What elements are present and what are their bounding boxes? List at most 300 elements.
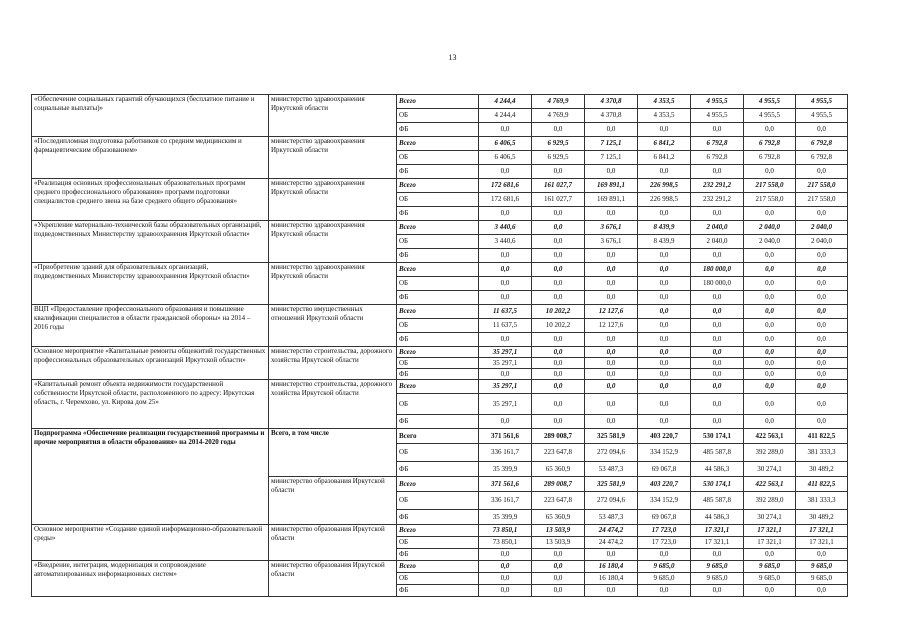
value-cell: 7 125,1 [585,151,638,165]
value-cell: 0,0 [532,369,585,380]
table-row [32,525,848,537]
value-cell: 0,0 [691,319,744,333]
value-cell: 35 399,9 [479,462,532,477]
value-cell: 0,0 [638,347,691,358]
value-cell: 0,0 [479,263,532,277]
value-cell: 530 174,1 [691,477,744,492]
value-cell: 0,0 [638,319,691,333]
value-cell: 422 563,1 [744,477,796,492]
value-cell: 9 685,0 [691,561,744,573]
value-cell: 73 850,1 [479,525,532,537]
value-cell: 169 891,1 [585,179,638,193]
value-cell: 0,0 [796,549,848,561]
value-cell: 0,0 [585,415,638,429]
value-cell: 0,0 [479,249,532,263]
value-cell: 0,0 [479,333,532,347]
value-cell: 411 822,5 [796,429,848,444]
value-cell: 0,0 [744,585,796,597]
value-cell: 0,0 [691,207,744,221]
value-cell: 217 558,0 [744,179,796,193]
row-type-cell: Всего [397,95,479,109]
value-cell: 17 321,1 [796,525,848,537]
value-cell: 6 792,8 [691,137,744,151]
row-type-cell: ФБ [397,333,479,347]
value-cell: 0,0 [532,207,585,221]
value-cell: 403 220,7 [638,429,691,444]
value-cell: 0,0 [638,165,691,179]
value-cell: 172 681,6 [479,193,532,207]
value-cell: 0,0 [691,585,744,597]
value-cell: 35 399,9 [479,510,532,525]
row-type-cell: Всего [397,179,479,193]
value-cell: 0,0 [585,369,638,380]
value-cell: 6 929,5 [532,137,585,151]
value-cell: 0,0 [532,415,585,429]
value-cell: 4 955,5 [744,109,796,123]
value-cell: 0,0 [638,380,691,394]
value-cell: 3 440,6 [479,235,532,249]
value-cell: 0,0 [479,585,532,597]
value-cell: 0,0 [479,561,532,573]
value-cell: 0,0 [532,123,585,137]
value-cell: 0,0 [796,249,848,263]
value-cell: 0,0 [479,573,532,585]
value-cell: 3 440,6 [479,221,532,235]
value-cell: 0,0 [532,561,585,573]
value-cell: 0,0 [796,369,848,380]
value-cell: 7 125,1 [585,137,638,151]
value-cell: 0,0 [532,394,585,415]
value-cell: 0,0 [638,585,691,597]
row-type-cell: ОБ [397,573,479,585]
value-cell: 0,0 [691,415,744,429]
value-cell: 12 127,6 [585,305,638,319]
value-cell: 44 586,3 [691,510,744,525]
value-cell: 485 587,8 [691,492,744,510]
value-cell: 232 291,2 [691,179,744,193]
value-cell: 232 291,2 [691,193,744,207]
value-cell: 24 474,2 [585,525,638,537]
value-cell: 17 321,1 [744,537,796,549]
value-cell: 371 561,6 [479,477,532,492]
value-cell: 0,0 [796,263,848,277]
value-cell: 485 587,8 [691,444,744,462]
value-cell: 9 685,0 [691,573,744,585]
measure-name-cell: «Обеспечение социальных гарантий обучающихся (бесплатное питание и социальные выплаты)» [32,95,269,137]
value-cell: 9 685,0 [744,573,796,585]
row-type-cell: Всего [397,525,479,537]
value-cell: 9 685,0 [638,561,691,573]
value-cell: 180 000,0 [691,277,744,291]
value-cell: 9 685,0 [796,561,848,573]
value-cell: 217 558,0 [796,179,848,193]
value-cell: 8 439,9 [638,221,691,235]
value-cell: 53 487,3 [585,462,638,477]
value-cell: 0,0 [691,333,744,347]
value-cell: 226 998,5 [638,179,691,193]
value-cell: 0,0 [585,207,638,221]
value-cell: 4 244,4 [479,95,532,109]
value-cell: 325 581,9 [585,429,638,444]
value-cell: 4 769,9 [532,95,585,109]
value-cell: 0,0 [638,358,691,369]
value-cell: 0,0 [638,263,691,277]
value-cell: 9 685,0 [796,573,848,585]
value-cell: 0,0 [691,123,744,137]
table-row [32,95,848,109]
value-cell: 0,0 [638,549,691,561]
table-row [32,221,848,235]
value-cell: 0,0 [691,380,744,394]
measure-name-cell: «Реализация основных профессиональных образовательных программ среднего профессионального образования» программ подготовки специалистов среднего звена на базе среднего общего образования» [32,179,269,221]
value-cell: 35 297,1 [479,394,532,415]
value-cell: 6 792,8 [796,137,848,151]
value-cell: 0,0 [532,549,585,561]
value-cell: 2 040,0 [744,235,796,249]
value-cell: 371 561,6 [479,429,532,444]
executor-cell: министерство строительства, дорожного хозяйства Иркутской области [269,347,397,380]
row-type-cell: ОБ [397,109,479,123]
value-cell: 0,0 [532,165,585,179]
row-type-cell: ФБ [397,369,479,380]
value-cell: 11 637,5 [479,319,532,333]
executor-cell: министерство здравоохранения Иркутской области [269,179,397,221]
value-cell: 17 723,0 [638,525,691,537]
value-cell: 0,0 [532,249,585,263]
row-type-cell: ОБ [397,151,479,165]
value-cell: 30 489,2 [796,462,848,477]
value-cell: 3 676,1 [585,221,638,235]
value-cell: 0,0 [796,165,848,179]
value-cell: 0,0 [796,358,848,369]
value-cell: 223 647,8 [532,444,585,462]
value-cell: 17 321,1 [796,537,848,549]
value-cell: 0,0 [796,207,848,221]
value-cell: 44 586,3 [691,462,744,477]
value-cell: 0,0 [638,415,691,429]
row-type-cell: Всего [397,137,479,151]
value-cell: 30 274,1 [744,510,796,525]
value-cell: 0,0 [744,123,796,137]
value-cell: 4 370,8 [585,95,638,109]
value-cell: 17 321,1 [691,525,744,537]
value-cell: 6 841,2 [638,151,691,165]
value-cell: 334 152,9 [638,444,691,462]
value-cell: 226 998,5 [638,193,691,207]
value-cell: 0,0 [532,585,585,597]
row-type-cell: ФБ [397,549,479,561]
value-cell: 0,0 [691,369,744,380]
value-cell: 2 040,0 [796,235,848,249]
executor-cell: министерство имущественных отношений Иркутской области [269,305,397,347]
value-cell: 0,0 [744,380,796,394]
value-cell: 4 353,5 [638,109,691,123]
value-cell: 17 321,1 [744,525,796,537]
row-type-cell: ФБ [397,510,479,525]
measure-name-cell: «Капитальный ремонт объекта недвижимости государственной собственности Иркутской области, расположенного по адресу: Иркутская область, г. Черемхово, ул. Кирова дом 25» [32,380,269,429]
executor-cell: министерство образования Иркутской области [269,561,397,597]
value-cell: 217 558,0 [796,193,848,207]
table-row [32,429,848,444]
value-cell: 0,0 [796,291,848,305]
value-cell: 0,0 [744,291,796,305]
value-cell: 0,0 [638,305,691,319]
value-cell: 0,0 [585,347,638,358]
row-type-cell: Всего [397,347,479,358]
table-row [32,137,848,151]
value-cell: 0,0 [796,319,848,333]
row-type-cell: ФБ [397,249,479,263]
value-cell: 381 333,3 [796,444,848,462]
value-cell: 69 067,8 [638,462,691,477]
value-cell: 0,0 [691,291,744,305]
value-cell: 325 581,9 [585,477,638,492]
table-row [32,263,848,277]
value-cell: 161 027,7 [532,179,585,193]
executor-cell: министерство строительства, дорожного хозяйства Иркутской области [269,380,397,429]
value-cell: 161 027,7 [532,193,585,207]
value-cell: 217 558,0 [744,193,796,207]
value-cell: 334 152,9 [638,492,691,510]
value-cell: 0,0 [479,165,532,179]
value-cell: 0,0 [479,549,532,561]
value-cell: 530 174,1 [691,429,744,444]
value-cell: 6 792,8 [691,151,744,165]
table-row [32,380,848,394]
value-cell: 17 321,1 [691,537,744,549]
value-cell: 0,0 [479,123,532,137]
value-cell: 4 955,5 [796,109,848,123]
value-cell: 6 792,8 [744,137,796,151]
value-cell: 0,0 [744,165,796,179]
value-cell: 0,0 [744,369,796,380]
measure-name-cell: «Укрепление материально-технической базы образовательных организаций, подведомственных Министерству здравоохранения Иркутской области» [32,221,269,263]
value-cell: 0,0 [585,394,638,415]
value-cell: 65 360,9 [532,462,585,477]
value-cell: 0,0 [796,380,848,394]
value-cell: 0,0 [638,249,691,263]
value-cell: 6 841,2 [638,137,691,151]
value-cell: 0,0 [532,263,585,277]
value-cell: 403 220,7 [638,477,691,492]
executor-cell: министерство здравоохранения Иркутской области [269,263,397,305]
value-cell: 13 503,9 [532,537,585,549]
value-cell: 0,0 [532,291,585,305]
value-cell: 0,0 [691,549,744,561]
value-cell: 24 474,2 [585,537,638,549]
value-cell: 0,0 [479,369,532,380]
row-type-cell: ФБ [397,165,479,179]
value-cell: 8 439,9 [638,235,691,249]
value-cell: 10 202,2 [532,305,585,319]
executor-cell: министерство образования Иркутской области [269,525,397,561]
row-type-cell: ФБ [397,585,479,597]
row-type-cell: ОБ [397,235,479,249]
value-cell: 223 647,8 [532,492,585,510]
value-cell: 6 406,5 [479,137,532,151]
value-cell: 0,0 [744,207,796,221]
subprogram-name-cell: Подпрограмма «Обеспечение реализации государственной программы и прочие мероприятия в области образования» на 2014-2020 годы [32,429,269,525]
value-cell: 0,0 [585,380,638,394]
value-cell: 0,0 [691,305,744,319]
value-cell: 336 161,7 [479,444,532,462]
value-cell: 69 067,8 [638,510,691,525]
value-cell: 9 685,0 [744,561,796,573]
value-cell: 30 274,1 [744,462,796,477]
value-cell: 169 891,1 [585,193,638,207]
value-cell: 289 008,7 [532,477,585,492]
value-cell: 35 297,1 [479,380,532,394]
row-type-cell: ФБ [397,207,479,221]
row-type-cell: Всего [397,561,479,573]
value-cell: 0,0 [691,249,744,263]
executor-cell: министерство образования Иркутской области [269,477,397,525]
value-cell: 16 180,4 [585,561,638,573]
value-cell: 4 370,8 [585,109,638,123]
row-type-cell: Всего [397,305,479,319]
value-cell: 4 955,5 [796,95,848,109]
value-cell: 0,0 [532,573,585,585]
value-cell: 0,0 [796,123,848,137]
measure-name-cell: ВЦП «Предоставление профессионального образования и повышение квалификации специалистов в области гражданской обороны» на 2014 – 2016 годы [32,305,269,347]
measure-name-cell: Основное мероприятие «Капитальные ремонты общежитий государственных профессиональных образовательных организаций Иркутской области» [32,347,269,380]
value-cell: 30 489,2 [796,510,848,525]
value-cell: 17 723,0 [638,537,691,549]
value-cell: 0,0 [585,277,638,291]
value-cell: 0,0 [638,123,691,137]
row-type-cell: Всего [397,263,479,277]
value-cell: 0,0 [532,277,585,291]
value-cell: 272 094,6 [585,492,638,510]
value-cell: 0,0 [691,358,744,369]
value-cell: 0,0 [638,333,691,347]
value-cell: 0,0 [796,277,848,291]
row-type-cell: ОБ [397,537,479,549]
value-cell: 336 161,7 [479,492,532,510]
row-type-cell: ОБ [397,193,479,207]
row-type-cell: ОБ [397,492,479,510]
value-cell: 0,0 [744,549,796,561]
value-cell: 0,0 [796,333,848,347]
value-cell: 0,0 [479,207,532,221]
value-cell: 0,0 [638,369,691,380]
value-cell: 0,0 [744,277,796,291]
value-cell: 422 563,1 [744,429,796,444]
value-cell: 0,0 [532,235,585,249]
row-type-cell: Всего [397,477,479,492]
value-cell: 381 333,3 [796,492,848,510]
value-cell: 11 637,5 [479,305,532,319]
row-type-cell: ОБ [397,394,479,415]
measure-name-cell: Основное мероприятие «Создание единой информационно-образовательной среды» [32,525,269,561]
value-cell: 10 202,2 [532,319,585,333]
value-cell: 0,0 [532,358,585,369]
value-cell: 16 180,4 [585,573,638,585]
value-cell: 4 353,5 [638,95,691,109]
measure-name-cell: «Приобретение зданий для образовательных организаций, подведомственных Министерству здравоохранения Иркутской области» [32,263,269,305]
value-cell: 0,0 [585,358,638,369]
value-cell: 0,0 [744,263,796,277]
value-cell: 2 040,0 [691,221,744,235]
row-type-cell: ФБ [397,291,479,305]
value-cell: 0,0 [585,585,638,597]
row-type-cell: Всего [397,221,479,235]
value-cell: 0,0 [691,347,744,358]
value-cell: 13 503,9 [532,525,585,537]
value-cell: 0,0 [638,277,691,291]
value-cell: 0,0 [479,277,532,291]
value-cell: 6 792,8 [796,151,848,165]
row-type-cell: ФБ [397,462,479,477]
value-cell: 0,0 [796,585,848,597]
table-row [32,305,848,319]
budget-table [31,94,848,597]
value-cell: 0,0 [585,165,638,179]
table-row [32,347,848,358]
value-cell: 411 822,5 [796,477,848,492]
value-cell: 6 792,8 [744,151,796,165]
value-cell: 272 094,6 [585,444,638,462]
value-cell: 392 289,0 [744,444,796,462]
value-cell: 0,0 [585,333,638,347]
value-cell: 0,0 [744,347,796,358]
value-cell: 0,0 [585,291,638,305]
value-cell: 0,0 [532,347,585,358]
value-cell: 0,0 [638,291,691,305]
value-cell: 0,0 [532,380,585,394]
value-cell: 4 244,4 [479,109,532,123]
value-cell: 0,0 [744,394,796,415]
value-cell: 9 685,0 [638,573,691,585]
value-cell: 0,0 [479,415,532,429]
value-cell: 0,0 [744,249,796,263]
value-cell: 289 008,7 [532,429,585,444]
value-cell: 0,0 [585,249,638,263]
row-type-cell: ФБ [397,123,479,137]
measure-name-cell: «Внедрение, интеграция, модернизация и сопровождение автоматизированных информационных систем» [32,561,269,597]
value-cell: 6 406,5 [479,151,532,165]
value-cell: 0,0 [744,319,796,333]
value-cell: 0,0 [479,291,532,305]
value-cell: 2 040,0 [691,235,744,249]
measure-name-cell: «Последипломная подготовка работников со средним медицинским и фармацевтическим образованием» [32,137,269,179]
value-cell: 0,0 [638,394,691,415]
value-cell: 392 289,0 [744,492,796,510]
row-type-cell: Всего [397,380,479,394]
value-cell: 6 929,5 [532,151,585,165]
value-cell: 35 297,1 [479,358,532,369]
value-cell: 3 676,1 [585,235,638,249]
value-cell: 53 487,3 [585,510,638,525]
row-type-cell: ФБ [397,415,479,429]
executor-cell: министерство здравоохранения Иркутской области [269,95,397,137]
value-cell: 0,0 [744,333,796,347]
value-cell: 0,0 [796,347,848,358]
value-cell: 0,0 [691,394,744,415]
value-cell: 172 681,6 [479,179,532,193]
value-cell: 0,0 [744,305,796,319]
value-cell: 0,0 [691,165,744,179]
row-type-cell: ОБ [397,358,479,369]
table-row [32,561,848,573]
value-cell: 0,0 [744,358,796,369]
value-cell: 0,0 [744,415,796,429]
value-cell: 12 127,6 [585,319,638,333]
row-type-cell: ОБ [397,319,479,333]
value-cell: 4 769,9 [532,109,585,123]
row-type-cell: ОБ [397,277,479,291]
row-type-cell: Всего [397,429,479,444]
